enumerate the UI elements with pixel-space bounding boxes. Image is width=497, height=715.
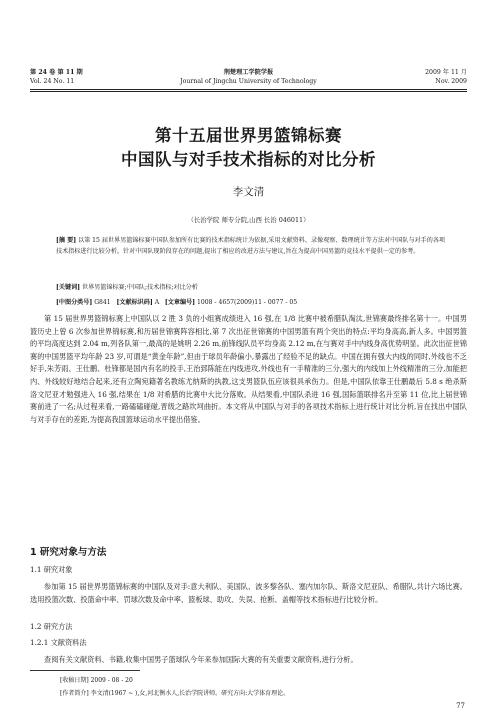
journal-name xyxy=(30,68,467,86)
article-title-line1: 第十五届世界男篮锦标赛 xyxy=(155,126,342,145)
classification-line xyxy=(56,298,447,309)
footnote-rule xyxy=(30,670,140,671)
date-cn: 2009 年 11 月 xyxy=(425,69,467,76)
author-bio: [作者简介] 李文清(1967 ~ ),女,河北衡水人,长治学院讲师。研究方向:大学体育理论。 xyxy=(60,690,290,697)
subsection-1-2: 1.2 研究方法 xyxy=(30,622,73,631)
keywords-label: [关键词] xyxy=(56,284,81,291)
header-rule xyxy=(30,89,467,90)
doc-code: A xyxy=(154,299,160,306)
clc-label: [中图分类号] xyxy=(56,299,93,306)
journal-name-en: Journal of Jingchu University of Technology xyxy=(180,78,317,85)
clc-code: G841 xyxy=(94,299,111,306)
journal-name-cn: 荆楚理工学院学报 xyxy=(223,69,274,76)
keywords xyxy=(56,283,447,294)
date-en: Nov. 2009 xyxy=(435,78,467,85)
issue-date xyxy=(425,68,467,86)
article-no-label: [文章编号] xyxy=(164,299,196,306)
article-title-line2: 中国队与对手技术指标的对比分析 xyxy=(121,150,376,169)
page-number: 77 xyxy=(456,702,465,710)
subsection-1-2-1: 1.2.1 文献资料法 xyxy=(30,638,87,647)
keywords-text: 世界男篮锦标赛;中国队;技术指标;对比分析 xyxy=(82,284,198,291)
intro-paragraph: 第 15 届世界男篮锦标赛上中国队以 2 胜 3 负的小组赛成绩进入 16 强,在 1/8 比赛中被希腊队淘汰,世锦赛最终排名第十一。中国男篮历史上曾 6 次参加世界锦标赛,和历届世锦赛阵容相比,第 7 次出征世锦赛的中国男篮有两个突出的特点:平均身高高,新人多。中国男篮的平均高度达到 2.04 m,列各队第一,最高的是姚明 2.26 m,前锋线队员平均身高 2.12 m,在与赛对手中内线身高优势明显。此次出征世锦赛的中国男篮平均年龄 23 岁,可谓是“黄金年龄”,但由于球员年龄偏小,暴露出了经验不足的缺点。中国在拥有强大内线的同时,外线也不乏好手,朱芳雨、王仕鹏、杜锋都是国内有名的投手,王治郅陈能在内线进攻,外线也有一手精准的三分,强大的内线加上外线精准的三分,加能把内、外线较好地结合起来,还有立陶宛籍著名教练尤纳斯的执教,这支男篮队伍应该很具承伤力。但是,中国队依靠王仕鹏最后 5.8 s 绝杀斯洛文尼亚才勉强进入 16 强,结果在 1/8 对希腊的比赛中大比分落败。从结果看,中国队杀进 16 强,国际篮联排名升至第 11 位,比上届世锦赛前进了一名;从过程来看,一路磕磕碰碰,晋级之路坎坷曲折。本文将从中国队与对手的各项技术指标上进行统计对比分析,旨在找出中国队与对手存在的差距,为提高我国篮球运动水平提出借鉴。 xyxy=(30,314,467,424)
subsection-1-1: 1.1 研究对象 xyxy=(30,565,73,574)
literature-paragraph: 查阅有关文献资料、书籍,收集中国男子篮球队今年来参加国际大赛的有关重要文献资料,进行分析。 xyxy=(44,655,358,664)
article-no: 1008 - 4657(2009)11 - 0077 - 05 xyxy=(197,299,298,306)
subjects-paragraph: 参加第 15 届世界男篮锦标赛的中国队及对手:意大利队、美国队、波多黎各队、塞内加尔队、斯洛文尼亚队、希腊队,共计六场比赛。选用投篮次数、投篮命中率、罚球次数及命中率、篮板球、助攻、失误、抢断、盖帽等技术指标进行比较分析。 xyxy=(30,582,467,604)
author-name: 李文清 xyxy=(232,186,265,198)
doc-code-label: [文献标识码] xyxy=(116,299,153,306)
volume-cn: 第 24 卷 第 11 期 xyxy=(30,69,83,76)
section-heading-1: 1 研究对象与方法 xyxy=(30,547,107,558)
abstract-label: [摘 要] xyxy=(56,237,77,244)
author-affiliation: （长治学院 师专分院,山西 长治 046011） xyxy=(187,216,310,224)
abstract-text: 以第 15 届世界男篮锦标赛中国队参加所有比赛的技术指标统计为依据,采用文献资料、录像观察、数理统计等方法对中国队与对手的各项技术指标进行比较分析。针对中国队现阶段存在的问题,提出了相应的改进方法与建议,旨在为提高中国男篮的竞技水平提供一定的参考。 xyxy=(56,237,446,255)
received-date: [收稿日期] 2009 - 08 - 20 xyxy=(60,677,133,684)
running-header xyxy=(30,68,467,94)
abstract xyxy=(56,236,447,257)
header-rule-thin xyxy=(30,91,467,92)
volume-en: Vol. 24 No. 11 xyxy=(30,78,75,85)
